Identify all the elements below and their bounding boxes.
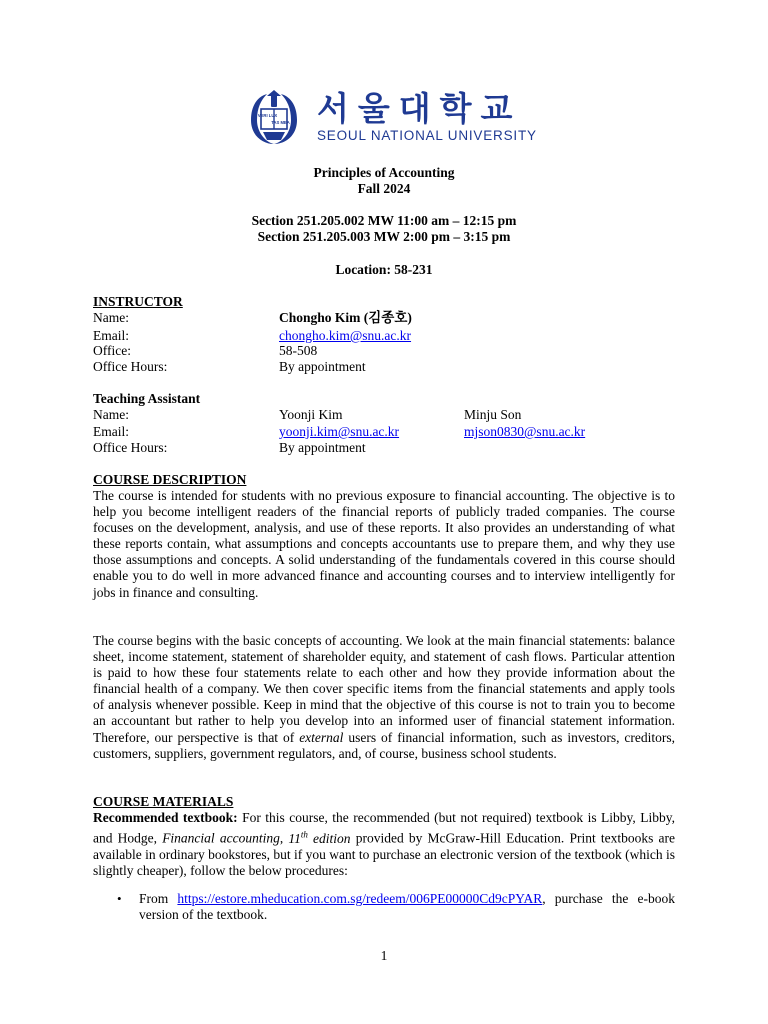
textbook-title: Financial accounting (162, 830, 280, 846)
instructor-name: Chongho Kim (김종호) (279, 310, 412, 325)
textbook-edition (288, 831, 350, 846)
ta-name-1: Yoonji Kim (279, 407, 343, 422)
instructor-name-label: Name: (93, 310, 129, 325)
description-p2-part-b: users of financial information, such as investors, creditors, customers, suppliers, government regulators, and, of course, business school students. (93, 729, 675, 761)
ta-heading: Teaching Assistant (93, 391, 201, 406)
bullet-from: From (139, 891, 178, 906)
course-title: Principles of Accounting (313, 165, 455, 180)
ta-name-2: Minju Son (464, 407, 522, 422)
instructor-email-link[interactable]: chongho.kim@snu.ac.kr (279, 328, 412, 343)
ta-name-label: Name: (93, 407, 129, 422)
bullet-icon: • (117, 891, 122, 906)
edition-number: 11 (288, 830, 301, 846)
ta-hours-label: Office Hours: (93, 440, 168, 455)
seal-text-1: VERI LUX (257, 113, 278, 118)
university-seal-icon (245, 90, 303, 148)
page-number: 1 (380, 948, 388, 963)
instructor-heading: INSTRUCTOR (93, 294, 183, 309)
edition-suffix: th (300, 829, 308, 840)
bullet-rest: , purchase the e-book version of the textbook. (139, 891, 675, 922)
logo-wordmark (317, 90, 537, 143)
instructor-hours: By appointment (279, 359, 366, 374)
instructor-office: 58-508 (279, 343, 318, 358)
description-p2-part-a: The course begins with the basic concepts of accounting. We look at the main financial statements: balance sheet, income statement, statement of shareholder equity, and statement of cash flows. Particular attention is paid to how these four statements relate to each other and how they provide information about the financial health of a company. We then cover specific items from the financial statements and apply tools of analysis whenever possible. Keep in mind that the objective of this course is not to train you to become an accountant but rather to help you develop into an informed user of financial statement information. Therefore, our perspective is that of (93, 633, 675, 745)
section-1: Section 251.205.002 MW 11:00 am – 12:15 pm (251, 213, 517, 228)
textbook-label: Recommended textbook: (93, 810, 238, 825)
instructor-hours-label: Office Hours: (93, 359, 168, 374)
ta-email-link-1[interactable]: yoonji.kim@snu.ac.kr (279, 424, 400, 439)
instructor-office-label: Office: (93, 343, 131, 358)
ta-email-label: Email: (93, 424, 129, 439)
description-paragraph-1: The course is intended for students with no previous exposure to financial accounting. The objective is to help you become intelligent readers of the financial reports of publicly traded companies. The course focuses on the development, analysis, and use of these reports. It also provides an understanding of what these reports contain, what assumptions and concepts accountants use to prepare them, and why they use those assumptions and concepts. A solid understanding of the fundamentals covered in this course should enable you to do well in more advanced finance and accounting courses and to interview intelligently for jobs in finance and consulting. (93, 488, 675, 600)
description-paragraph-2 (93, 633, 675, 762)
ta-email-link-2[interactable]: mjson0830@snu.ac.kr (464, 424, 586, 439)
description-p2-emphasis: external (299, 729, 344, 745)
ta-hours: By appointment (279, 440, 366, 455)
logo-korean-name: 서울대학교 (317, 89, 522, 128)
edition-word: edition (307, 830, 351, 846)
section-2: Section 251.205.003 MW 2:00 pm – 3:15 pm (257, 229, 511, 244)
course-term: Fall 2024 (357, 181, 411, 196)
materials-text-1: For this course, the recommended (but not required) textbook is Libby, Libby, and Hodge, (93, 810, 675, 846)
materials-paragraph (93, 810, 675, 879)
bullet-item (139, 891, 675, 923)
university-logo (245, 90, 537, 148)
instructor-email-label: Email: (93, 328, 129, 343)
materials-comma: , (279, 830, 289, 846)
materials-heading: COURSE MATERIALS (93, 794, 234, 809)
estore-link[interactable]: https://estore.mheducation.com.sg/redeem/006PE00000Cd9cPYAR (177, 891, 543, 906)
description-heading: COURSE DESCRIPTION (93, 472, 247, 487)
seal-text-2: TAS MEA (271, 120, 290, 125)
logo-english-name: SEOUL NATIONAL UNIVERSITY (317, 128, 537, 143)
materials-text-2: provided by McGraw-Hill Education. Print textbooks are available in ordinary bookstores, but if you want to purchase an electronic version of the textbook (which is slightly cheaper), follow the below procedures: (93, 830, 676, 878)
course-location: Location: 58-231 (335, 262, 433, 277)
